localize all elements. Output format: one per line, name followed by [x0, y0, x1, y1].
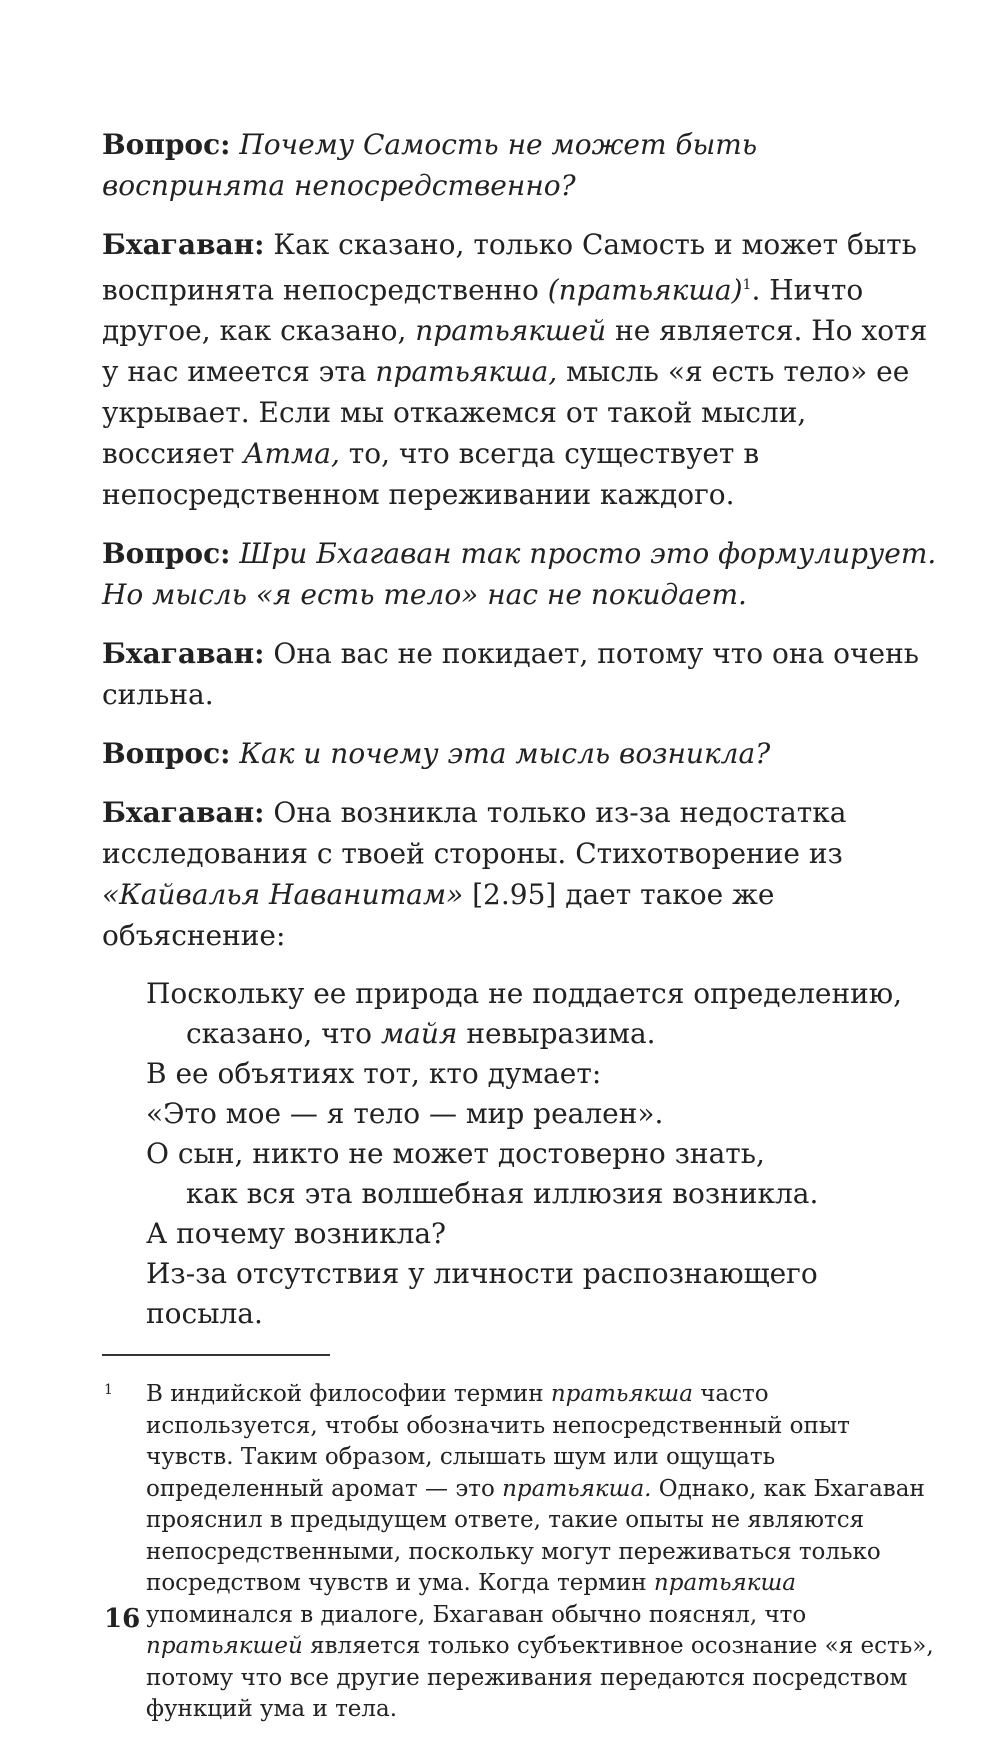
question-text: Почему Самость не может быть воспринята непосредственно?: [102, 128, 758, 202]
answer-text: [2.95] дает такое же объяснение:: [102, 878, 775, 953]
footnote-text: упоминался в диалоге, Бхагаван обычно пояснял, что: [146, 1601, 807, 1628]
question-text: Как и почему эта мысль возникла?: [239, 737, 771, 771]
sanskrit-term: Атма,: [243, 437, 340, 471]
footnote-text: В индийской философии термин: [146, 1381, 544, 1408]
sanskrit-term: (пратьякша): [547, 273, 743, 307]
verse-quote: [146, 974, 942, 1334]
speaker-label: Бхагаван:: [102, 796, 265, 830]
verse-line: О сын, никто не может достоверно знать,: [146, 1137, 765, 1171]
footnote-marker: 1: [104, 1382, 113, 1399]
speaker-label: Бхагаван:: [102, 228, 265, 261]
footnote: [102, 1379, 942, 1726]
sanskrit-term: пратьякша: [550, 1381, 693, 1408]
answer-text: Она возникла только из-за недостатка исследования с твоей стороны. Стихотворение из: [102, 796, 847, 871]
speaker-label: Вопрос:: [102, 128, 231, 161]
footnote-text: Однако, как Бхагаван прояснил в предыдущем ответе, такие опыты не являются непосредственными, поскольку могут переживаться только посредством чувств и ума. Когда термин: [146, 1475, 925, 1597]
sanskrit-term: майя: [380, 1017, 458, 1051]
sanskrit-term: пратьякшей: [415, 314, 607, 348]
speaker-label: Бхагаван:: [102, 637, 265, 671]
speaker-label: Вопрос:: [102, 737, 231, 771]
answer-2: [102, 633, 942, 715]
footnote-divider: [102, 1354, 330, 1356]
sanskrit-term: пратьякша: [653, 1570, 796, 1597]
answer-text: то, что всегда существует в непосредственном переживании каждого.: [102, 437, 760, 512]
answer-text: мысль «я есть тело» ее укрывает. Если мы откажемся от такой мысли, воссияет: [102, 355, 910, 471]
question-text: Шри Бхагаван так просто это формулирует. Но мысль «я есть тело» нас не покидает.: [102, 537, 937, 612]
verse-line: Поскольку ее природа не поддается определению,: [146, 977, 903, 1011]
question-1: [102, 124, 942, 206]
answer-text: . Ничто другое, как сказано,: [102, 273, 864, 348]
verse-text: невыразима.: [466, 1017, 656, 1051]
book-title: «Кайвалья Наванитам»: [102, 878, 464, 912]
question-3: [102, 733, 942, 774]
sanskrit-term: пратьякшей: [146, 1633, 303, 1660]
verse-line: как вся эта волшебная иллюзия возникла.: [186, 1177, 819, 1211]
answer-text: Она вас не покидает, потому что она очень сильна.: [102, 637, 920, 712]
footnote-reference: 1: [742, 277, 752, 293]
verse-line: А почему возникла?: [146, 1217, 447, 1251]
speaker-label: Вопрос:: [102, 537, 231, 571]
verse-line: В ее объятиях тот, кто думает:: [146, 1057, 602, 1091]
verse-line: [146, 1014, 942, 1054]
page-number: 16: [104, 1604, 141, 1634]
verse-text: сказано, что: [186, 1017, 373, 1051]
footnote-text: является только субъективное осознание «я есть», потому что все другие переживания передаются посредством функций ума и тела.: [146, 1633, 934, 1723]
verse-line: «Это мое — я тело — мир реален».: [146, 1097, 664, 1131]
answer-1: [102, 224, 942, 515]
sanskrit-term: пратьякша,: [375, 355, 558, 389]
answer-text: не является. Но хотя у нас имеется эта: [102, 314, 928, 389]
answer-text: Как сказано, только Самость и может быть воспринята непосредственно: [102, 228, 917, 307]
sanskrit-term: пратьякша.: [502, 1475, 652, 1502]
page-content: [102, 124, 942, 1749]
question-2: [102, 533, 942, 615]
footnote-text: часто используется, чтобы обозначить непосредственный опыт чувств. Таким образом, слышать шум или ощущать определенный аромат — это: [146, 1381, 850, 1502]
verse-line: Из-за отсутствия у личности распознающего посыла.: [146, 1257, 818, 1331]
answer-3: [102, 792, 942, 956]
